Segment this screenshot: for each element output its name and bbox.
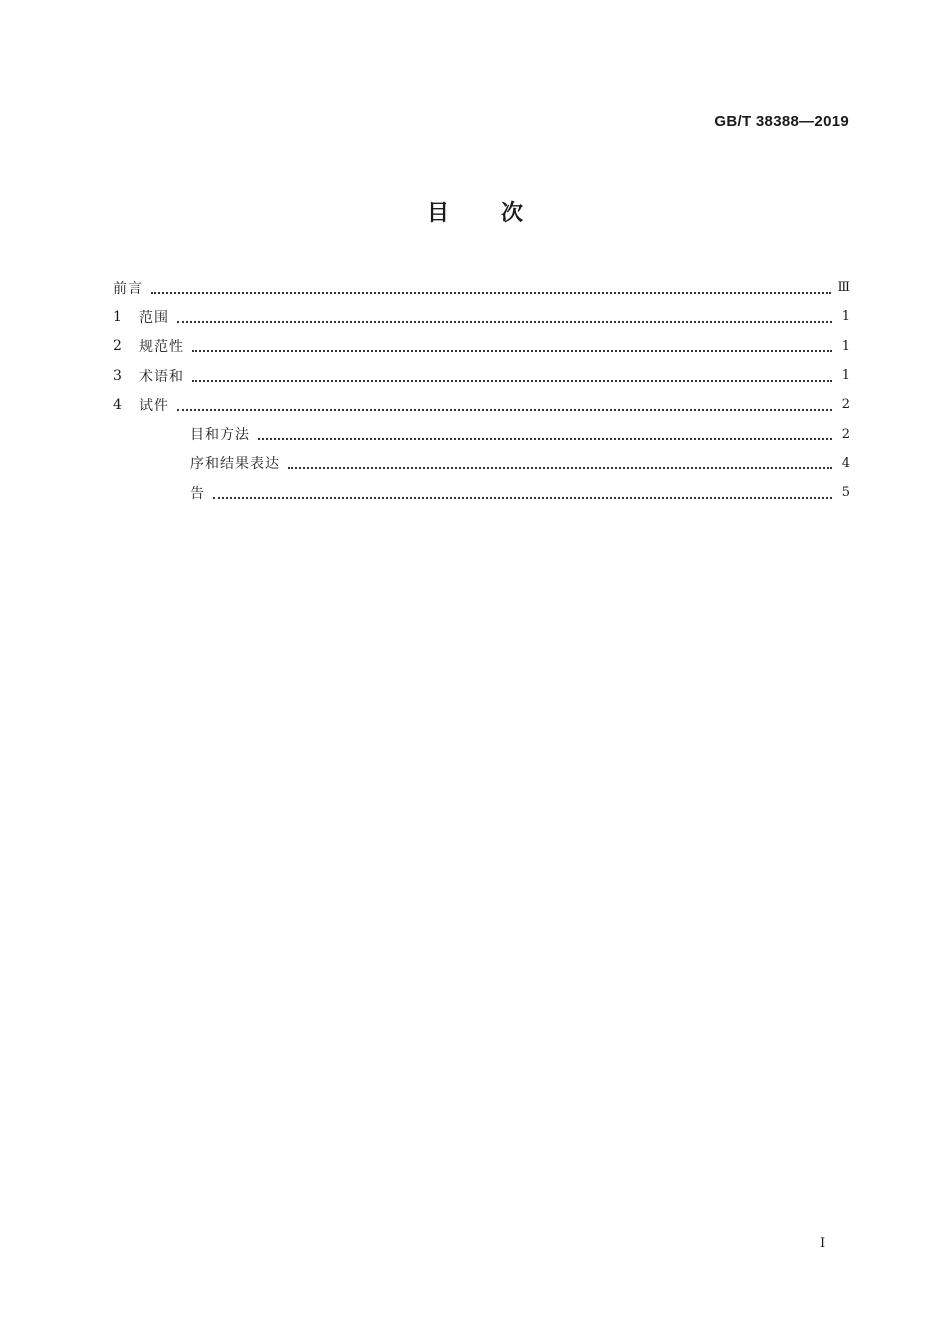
toc-entry-page: 2 [841, 426, 850, 442]
toc-entry-text: 告 [190, 485, 205, 502]
toc-entry-text: 前言 [113, 280, 143, 297]
standard-number: GB/T 38388—2019 [714, 113, 849, 130]
toc-leader-dots [192, 378, 832, 382]
toc-entry-number: 4 [113, 396, 122, 413]
toc-entry-page: 1 [841, 338, 850, 354]
toc-entry-3[interactable] [113, 361, 850, 390]
toc-leader-dots [177, 407, 832, 411]
table-of-contents [113, 273, 850, 507]
page-title: 目次 [426, 201, 575, 226]
toc-entry-foreword[interactable] [113, 273, 850, 302]
toc-leader-dots [213, 495, 832, 499]
toc-entry-4-2[interactable] [113, 449, 850, 478]
toc-entry-text: 序和结果表达 [190, 456, 280, 473]
toc-entry-text: 目和方法 [190, 427, 250, 444]
toc-entry-4[interactable] [113, 390, 850, 419]
toc-entry-text: 规范性 [139, 339, 184, 356]
page-number: I [820, 1236, 826, 1251]
toc-entry-text: 范围 [139, 309, 169, 326]
toc-entry-page: 1 [841, 368, 850, 384]
toc-entry-page: 4 [841, 455, 850, 471]
toc-entry-page: 1 [841, 309, 850, 325]
toc-entry-4-1[interactable] [113, 419, 850, 448]
toc-entry-4-3[interactable] [113, 478, 850, 507]
toc-entry-number: 3 [113, 367, 122, 384]
toc-leader-dots [258, 436, 832, 440]
toc-entry-2[interactable] [113, 332, 850, 361]
toc-entry-page: Ⅲ [837, 280, 850, 296]
toc-entry-page: 2 [841, 397, 850, 413]
toc-entry-number: 2 [113, 338, 122, 355]
toc-entry-1[interactable] [113, 302, 850, 331]
toc-leader-dots [151, 290, 831, 294]
toc-leader-dots [288, 465, 832, 469]
toc-entry-text: 术语和 [139, 368, 184, 385]
toc-leader-dots [192, 348, 832, 352]
toc-leader-dots [177, 319, 832, 323]
toc-entry-page: 5 [841, 485, 850, 501]
toc-entry-number: 1 [113, 308, 122, 325]
toc-entry-text: 试件 [139, 397, 169, 414]
